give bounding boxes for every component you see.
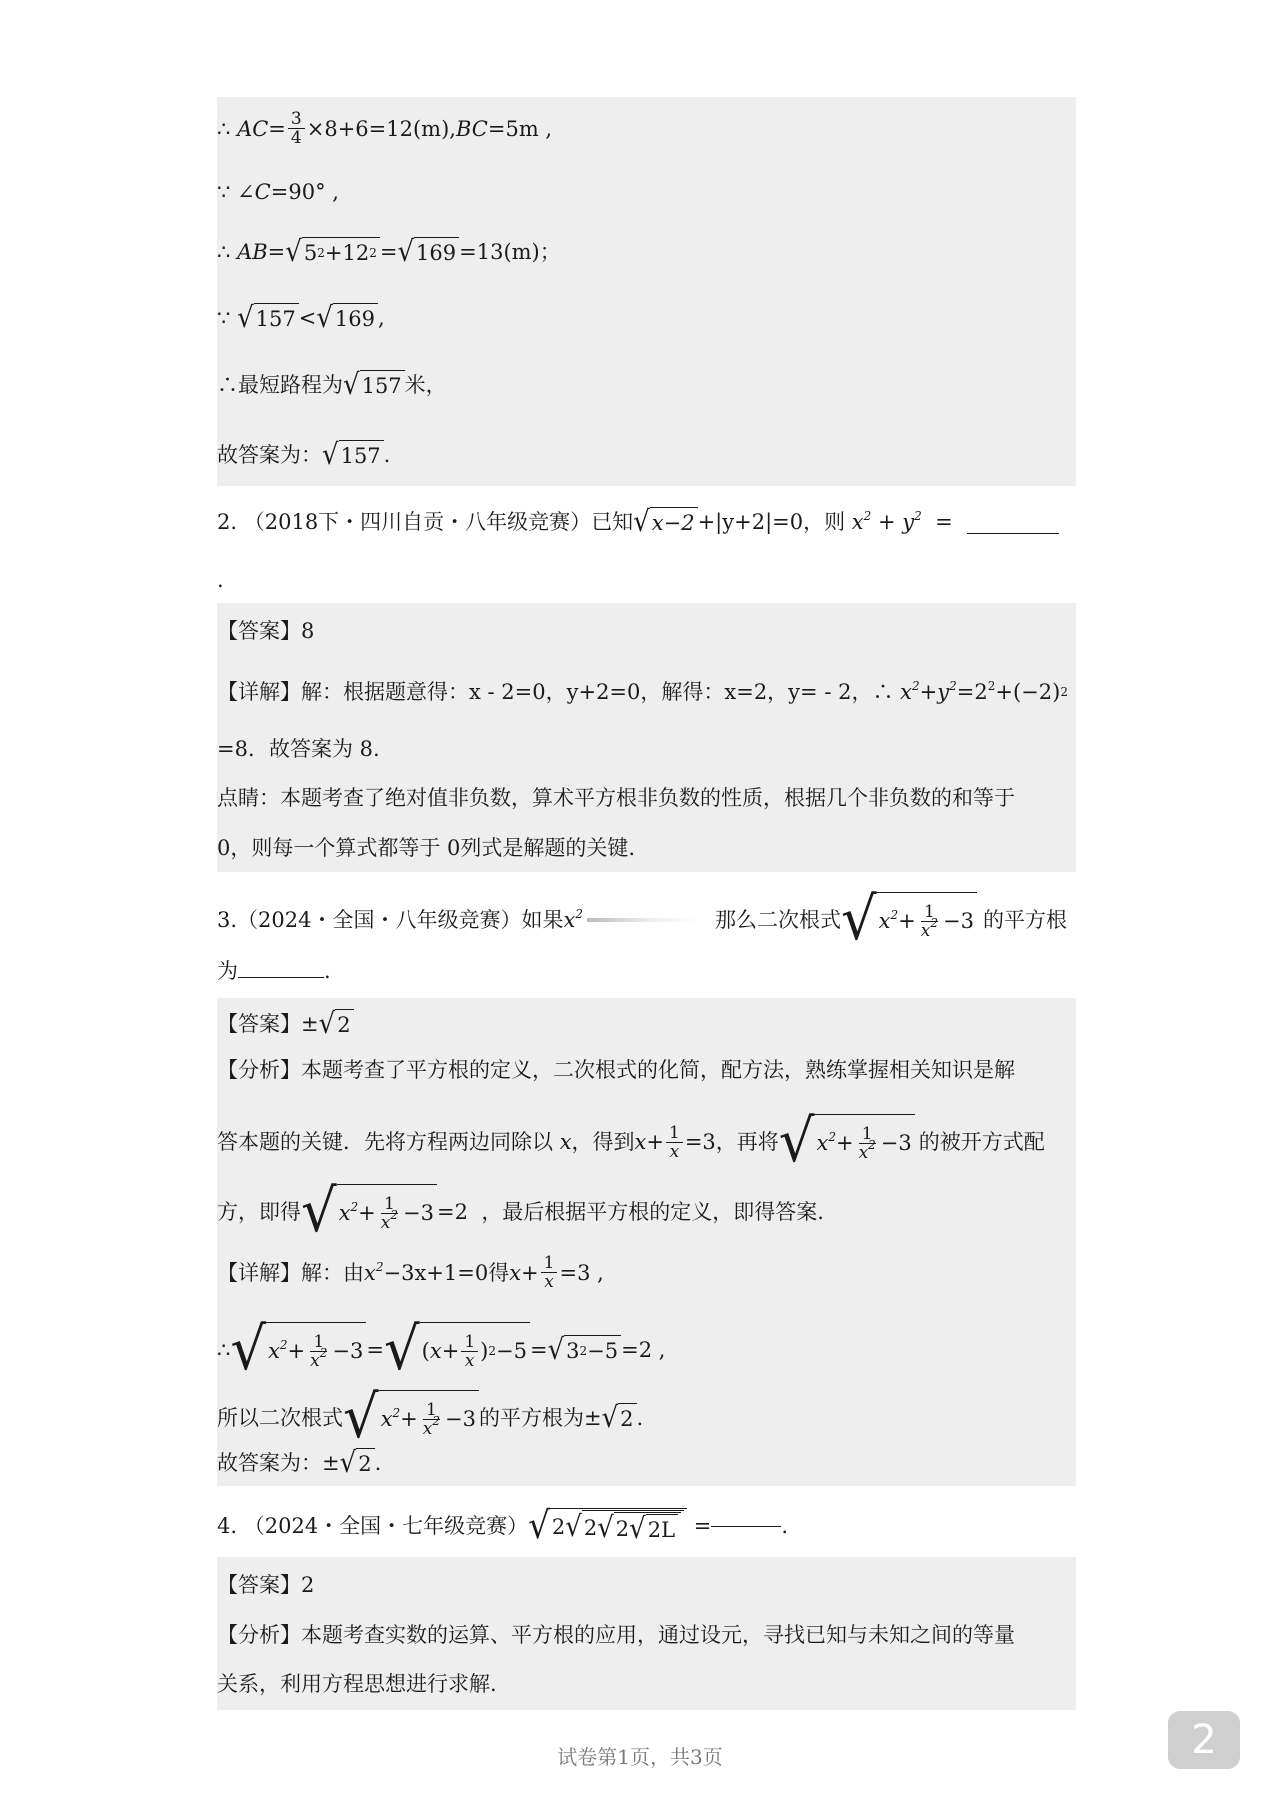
- radical: √ $x^2$ + $\frac{1}{x^2}$ −3: [779, 1114, 915, 1170]
- radical: √ 3 2 −5: [548, 1335, 622, 1365]
- q2-detail-cont: =8．故答案为 8.: [217, 737, 380, 761]
- q3-analysis-2: 答本题的关键．先将方程两边同除以 x ，得到 x + $\frac{1}{x}$ =3 ，再将 √ $x^2$ + $\frac{1}{x^2}$ −3 的被开方式配: [217, 1107, 1045, 1176]
- q3-detail-1: 【详解】解：由 $x^2$ −3x+1=0 得 x + $\frac{1}{x}$ =3 ,: [217, 1253, 604, 1292]
- q2-detail: 【详解】 解：根据题意得：x - 2=0，y+2=0，解得：x=2，y= - 2，∴ $x^2+y^2$ = $2^2$ +(−2) 2: [217, 678, 1068, 704]
- page-number-badge[interactable]: 2: [1168, 1711, 1240, 1769]
- q2-answer: 【答案】8: [217, 619, 315, 643]
- q3-detail-4: 故答案为： ± √ 2 .: [217, 1446, 382, 1479]
- answer-blank[interactable]: [711, 1526, 781, 1527]
- radical: √ 157: [322, 440, 384, 470]
- solution-line-shortest: ∴最短路程为 √ 157 米，: [217, 368, 447, 401]
- question-source: （2018下・四川自贡・八年级竞赛）: [243, 509, 592, 534]
- radical: √ 2: [319, 1009, 354, 1039]
- radical: √ 169: [397, 237, 459, 267]
- radical: √ 2: [602, 1403, 637, 1433]
- solution-block-1: [217, 97, 1076, 486]
- radical: √ x−2: [633, 507, 697, 537]
- q3-detail-2: ∴ √ $x^2$ + $\frac{1}{x^2}$ −3 = √ ( x + $\frac{1}{x}$ ) 2 −5 = √ 3 2 −5 =2 ,: [217, 1315, 666, 1384]
- radical: √ ( x + $\frac{1}{x}$ ) 2 −5: [384, 1322, 530, 1378]
- q3-analysis-3: 方，即得 √ $x^2$ + $\frac{1}{x^2}$ −3 =2 ，最后根据平方根的定义，即得答案.: [217, 1177, 824, 1246]
- radical: √ 157: [343, 370, 405, 400]
- radical: √ $x^2$ + $\frac{1}{x^2}$ −3: [301, 1184, 437, 1240]
- q3-answer: 【答案】 ± √ 2: [217, 1008, 354, 1039]
- question-2: 2. （2018下・四川自贡・八年级竞赛） 已知 √ x−2 +|y+2|=0 ，则 $x^2 + y^2$ =: [217, 506, 1059, 537]
- q4-analysis-2: 关系，利用方程思想进行求解.: [217, 1672, 497, 1696]
- q2-note-2: 0，则每一个算式都等于 0列式是解题的关键.: [217, 836, 636, 860]
- page-footer: 试卷第1页，共3页: [557, 1745, 723, 1769]
- question-2-period: .: [217, 568, 224, 592]
- q4-answer: 【答案】2: [217, 1573, 315, 1597]
- therefore-symbol: ∴: [217, 116, 231, 141]
- question-4: 4. （2024・全国・七年级竞赛） √ 2 √ 2 √ 2 √ 2L = .: [217, 1504, 789, 1548]
- solution-line-angle: ∵ ∠C=90° ,: [217, 180, 339, 204]
- solution-line-ab: ∴ AB = √ 5 2 +12 2 = √ 169 =13 (m)；: [217, 235, 561, 268]
- question-source: （2024・全国・八年级竞赛）: [237, 908, 522, 932]
- q2-note-1: 点睛：本题考查了绝对值非负数，算术平方根非负数的性质，根据几个非负数的和等于: [217, 786, 1015, 810]
- question-3-cont: 为 .: [217, 959, 331, 983]
- solution-line-answer: 故答案为： √ 157 .: [217, 438, 391, 471]
- nested-radical: √ 2 √ 2 √ 2 √ 2L: [528, 1508, 687, 1544]
- answer-blank[interactable]: [967, 533, 1059, 534]
- radical: √ 157: [237, 303, 299, 333]
- radical: √ $x^2$ + $\frac{1}{x^2}$ −3: [343, 1390, 479, 1446]
- radical: √ $x^2$ + $\frac{1}{x^2}$ −3: [230, 1322, 366, 1378]
- fraction: $\frac{3}{4}$: [288, 110, 305, 147]
- radical: √ 169: [316, 303, 378, 333]
- solution-line-ac: ∴ AC = $\frac{3}{4}$ ×8+6=12 (m) , BC =5m ,: [217, 109, 553, 148]
- question-3: 3. （2024・全国・八年级竞赛） 如果 $x^2$ 那么二次根式 √ $x^2$ + $\frac{1}{x^2}$ −3 的平方根: [217, 885, 1067, 954]
- question-source: （2024・全国・七年级竞赛）: [243, 1514, 529, 1538]
- answer-blank[interactable]: [238, 977, 324, 978]
- q3-detail-3: 所以二次根式 √ $x^2$ + $\frac{1}{x^2}$ −3 的平方根为 ± √ 2 .: [217, 1383, 644, 1452]
- q3-analysis-1: 【分析】本题考查了平方根的定义，二次根式的化简，配方法，熟练掌握相关知识是解: [217, 1058, 1015, 1082]
- radical: √ 2: [340, 1448, 375, 1478]
- solution-line-compare: ∵ √ 157 < √ 169 ,: [217, 301, 385, 334]
- radical: √ $x^2$ + $\frac{1}{x^2}$ −3: [841, 892, 977, 948]
- radical: √ 5 2 +12 2: [285, 237, 380, 267]
- occluded-text: [587, 918, 697, 922]
- q4-analysis-1: 【分析】本题考查实数的运算、平方根的应用，通过设元，寻找已知与未知之间的等量: [217, 1623, 1015, 1647]
